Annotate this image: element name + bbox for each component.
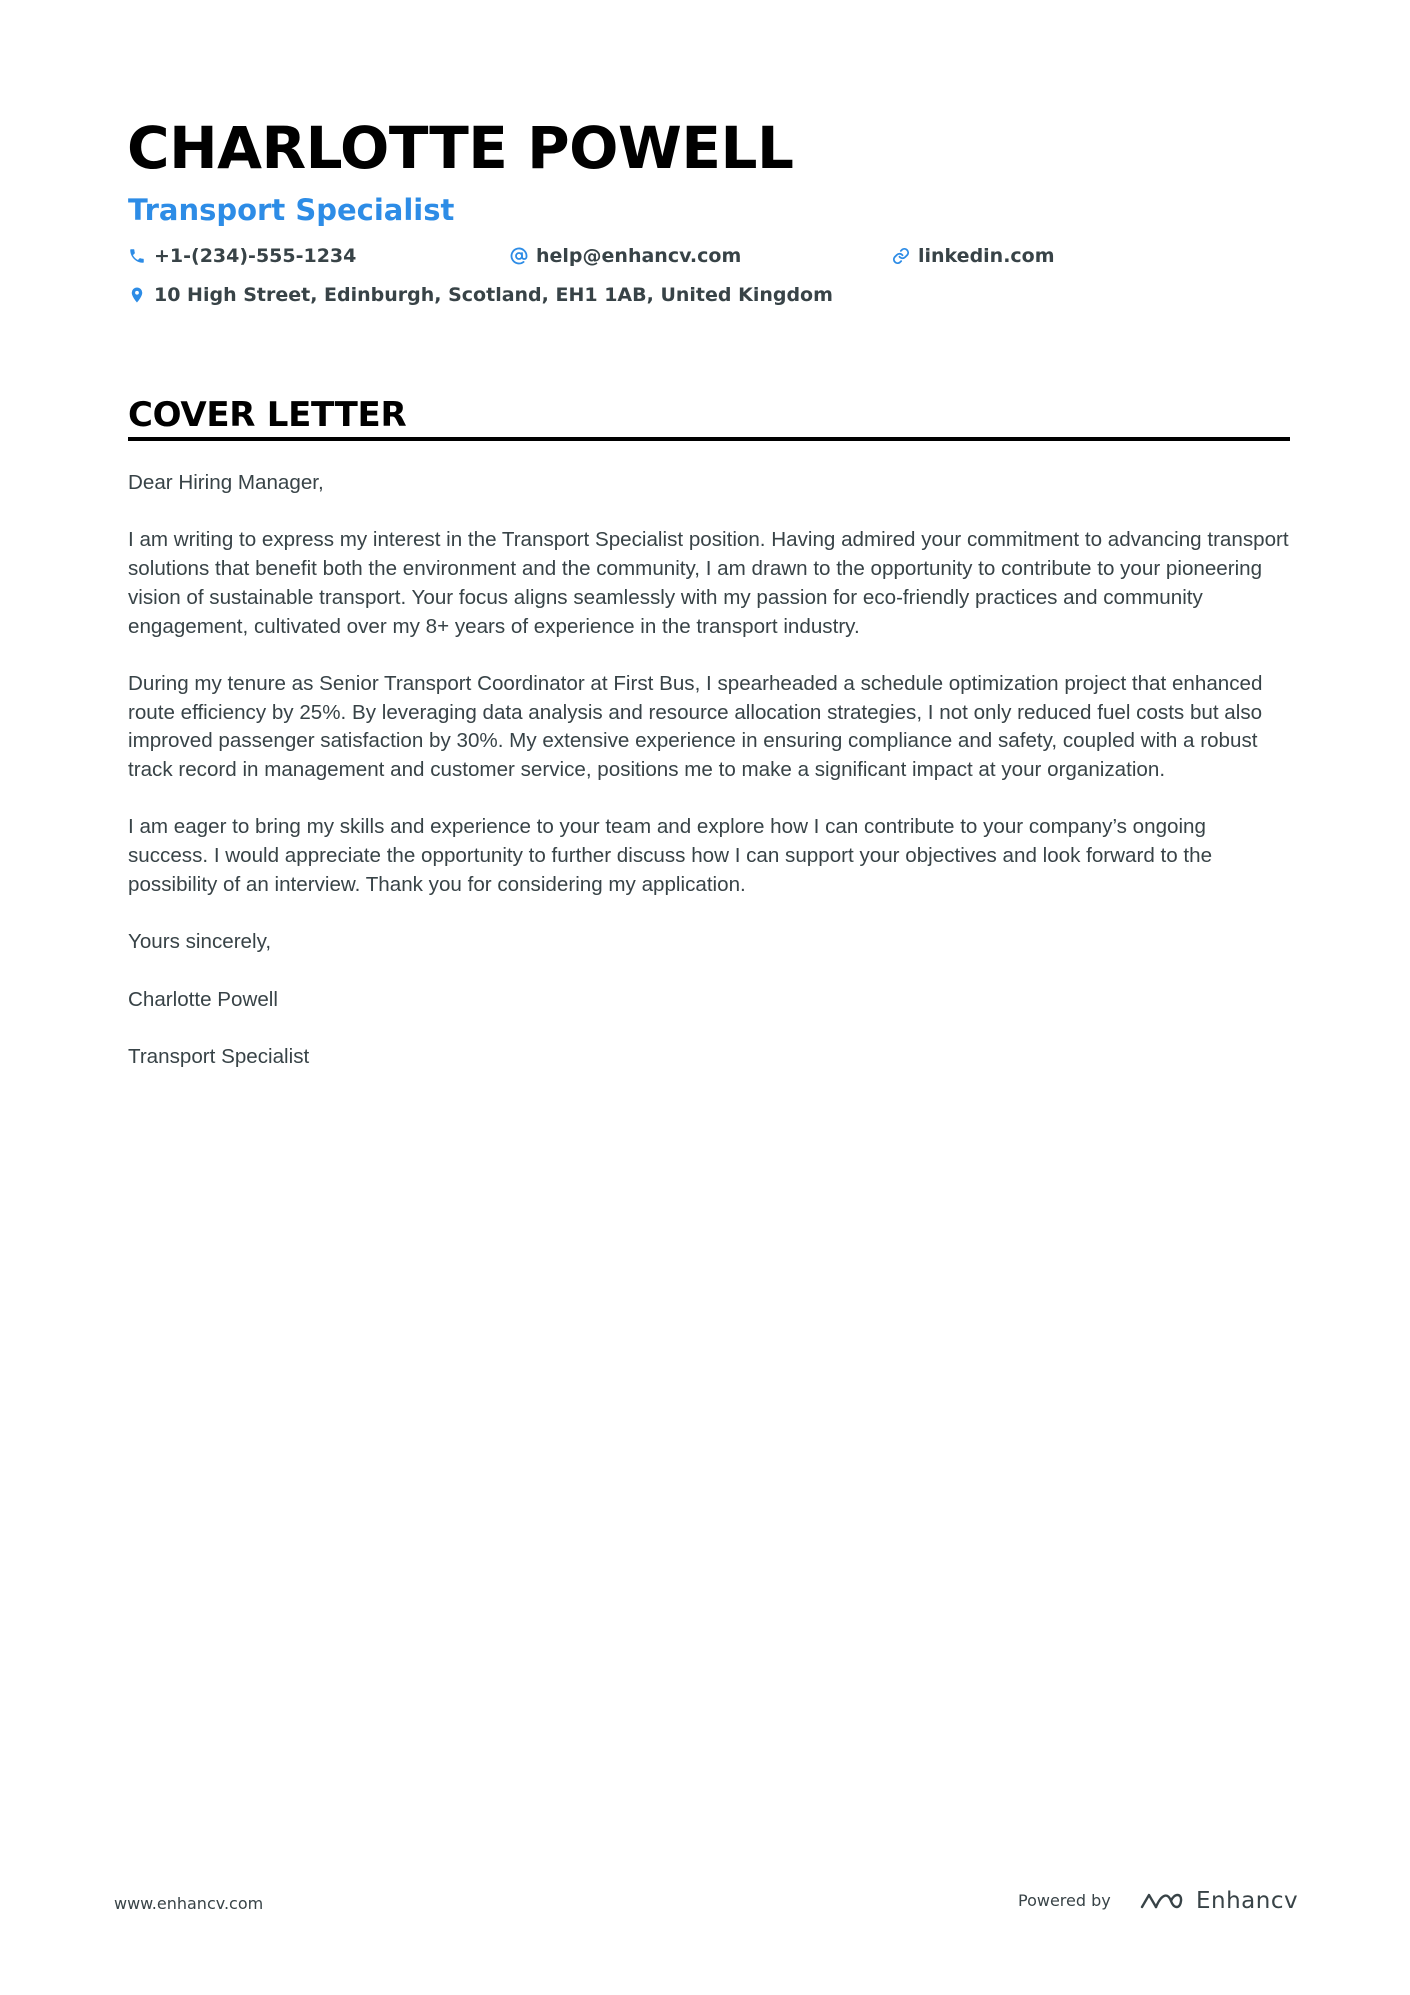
section-title: COVER LETTER — [128, 395, 407, 435]
letter-greeting: Dear Hiring Manager, — [128, 471, 324, 494]
contact-address — [128, 282, 833, 308]
map-pin-icon — [128, 286, 146, 304]
contact-linkedin — [892, 243, 1055, 269]
linkedin-text[interactable]: linkedin.com — [918, 245, 1055, 267]
brand-logo[interactable] — [1138, 1882, 1298, 1920]
letter-paragraph: I am writing to express my interest in the Transport Specialist position. Having admired your commitment to advancing transport solutions that benefit both the environment and the community, I am drawn to the opportunity to contribute to your pioneering vision of sustainable transport. Your focus aligns seamlessly with my passion for eco-friendly practices and community engagement, cultivated over my 8+ years of experience in the transport industry. — [128, 528, 1289, 638]
signature-title: Transport Specialist — [128, 1044, 310, 1068]
letter-paragraph: During my tenure as Senior Transport Coordinator at First Bus, I spearheaded a schedule optimization project that enhanced route efficiency by 25%. By leveraging data analysis and resource allocation strategies, I not only reduced fuel costs but also improved passenger satisfaction by 30%. My extensive experience in ensuring compliance and safety, coupled with a robust track record in management and customer service, positions me to make a significant impact at your organization. — [128, 671, 1263, 781]
section-divider — [128, 437, 1290, 441]
candidate-name: CHARLOTTE POWELL — [127, 114, 794, 182]
letter-body — [128, 469, 1290, 1100]
phone-icon — [128, 247, 146, 265]
enhancv-logo-icon — [1138, 1889, 1184, 1913]
phone-text: +1-(234)-555-1234 — [154, 245, 357, 267]
link-icon — [892, 247, 910, 265]
signature-name: Charlotte Powell — [128, 987, 278, 1011]
footer-url[interactable]: www.enhancv.com — [114, 1894, 264, 1913]
contact-email — [510, 243, 741, 269]
letter-closing: Yours sincerely, — [128, 930, 272, 954]
address-text: 10 High Street, Edinburgh, Scotland, EH1 1AB, United Kingdom — [154, 284, 833, 306]
candidate-title: Transport Specialist — [128, 193, 455, 227]
letter-paragraph: I am eager to bring my skills and experience to your team and explore how I can contribute to your company’s ongoing success. I would appreciate the opportunity to further discuss how I can support your objectives and look forward to the possibility of an interview. Thank you for considering my application. — [128, 815, 1213, 896]
email-text[interactable]: help@enhancv.com — [536, 245, 742, 267]
powered-by-label: Powered by — [1018, 1891, 1111, 1910]
contact-phone — [128, 243, 356, 269]
brand-name: Enhancv — [1196, 1888, 1299, 1914]
at-sign-icon — [510, 247, 528, 265]
